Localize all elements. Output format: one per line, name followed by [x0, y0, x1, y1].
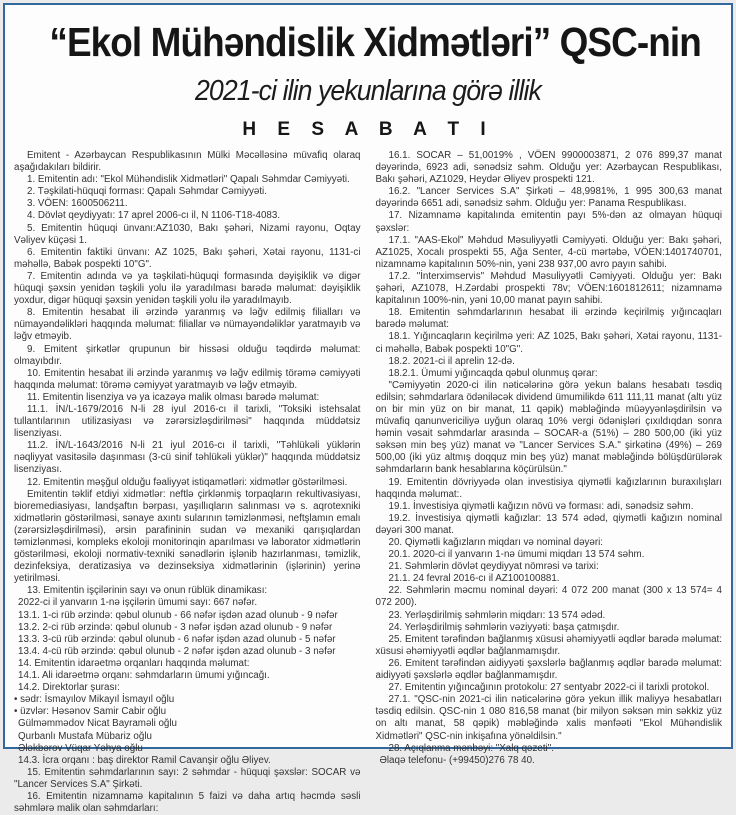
paragraph: 27.1. "QSC-nin 2021-ci ilin nəticələrinə görə yekun illik maliyyə hesabatları təsdiq edilsin. QSC-nin 1 080 816,58 manat (bir milyon səksən min səkkiz yüz on altı manat, 58 qəpik) məbləğində xalis mənfəəti "Ekol Mühəndislik Xidmətləri" QSC-nin inkişafına yönəldilsin." [375, 694, 722, 742]
report-heading: H E S A B A T I [242, 119, 494, 140]
paragraph: 18.2.1. Ümumi yığıncaqda qəbul olunmuş qərar: [388, 367, 598, 379]
paragraph: 19.1. İnvestisiya qiymətli kağızın növü və forması: adi, sənədsiz səhm. [388, 500, 694, 512]
paragraph: 2. Təşkilati-hüquqi forması: Qapalı Səhmdar Cəmiyyəti. [27, 186, 267, 198]
paragraph: 1. Emitentin adı: "Ekol Mühəndislik Xidmətləri" Qapalı Səhmdar Cəmiyyəti. [27, 174, 350, 186]
paragraph: 25. Emitent tərəfindən bağlanmış xüsusi əhəmiyyətli əqdlər barədə məlumat: xüsusi əhəmiyyətli əqdlər bağlanmamışdır. [375, 633, 722, 657]
paragraph: 13.3. 3-cü rüb ərzində: qəbul olunub - 6 nəfər işdən azad olunub - 5 nəfər [18, 633, 336, 645]
paragraph: 24. Yerləşdirilmiş səhmlərin vəziyyəti: başa çatmışdır. [388, 621, 620, 633]
right-column [376, 150, 723, 815]
paragraph: 7. Emitentin adında və ya təşkilati-hüquqi formasında dəyişiklik və digər hüquqi şəxsin yenidən təşkili yolu ilə yaradılması barədə məlumat: dəyişiklik yoxdur, digər hüquqi şəxsin yenidən təşkili yolu ilə yaradılmayıb. [14, 270, 361, 307]
paragraph: 11.2. İN/L-1643/2016 N-li 21 iyul 2016-cı il tarixli, "Təhlükəli yüklərin nəqliyyat vasitəsilə daşınması (3-cü sinif təhlükəli yüklər)" haqqında müddətsiz lisenziyası. [14, 440, 361, 476]
paragraph: 17.1. "AAS-Ekol" Məhdud Məsuliyyətli Cəmiyyəti. Olduğu yer: Bakı şəhəri, AZ1025, Xocalı prospekti 55, Ağa Senter, 4-cü mərtəbə, VÖEN:1401740701, nizamnamə kapitalının 50%-nin, yəni 238 937,00 avro payın sahibi. [375, 234, 722, 270]
paragraph: 14. Emitentin idarəetmə orqanları haqqında məlumat: [18, 657, 250, 669]
paragraph: 26. Emitent tərəfindən aidiyyəti şəxslərlə bağlanmış əqdlər barədə məlumat: aidiyyəti şəxslərlə əqdlər bağlanmamışdır. [375, 657, 722, 682]
two-column-body [14, 150, 722, 815]
paragraph: 18.2. 2021-ci il aprelin 12-də. [388, 355, 515, 367]
paragraph: 12. Emitentin məşğul olduğu fəaliyyət istiqamətləri: xidmətlər göstərilməsi. [27, 476, 348, 488]
document-frame [3, 3, 733, 815]
paragraph: Əlaqə telefonu- (+99450)276 78 40. [379, 754, 535, 766]
paragraph: 14.1. Ali idarəetmə orqanı: səhmdarların ümumi yığıncağı. [18, 670, 270, 682]
paragraph: 9. Emitent şirkətlər qrupunun bir hissəsi olduğu təqdirdə məlumat: olmayıbdır. [14, 343, 361, 367]
paragraph: 13.2. 2-ci rüb ərzində: qəbul olunub - 3 nəfər işdən azad olunub - 9 nəfər [18, 621, 333, 633]
paragraph: 8. Emitentin hesabat ili ərzində yaranmış və ləğv edilmiş filialları və nümayəndəlikləri haqqında məlumat: filiallar və nümayəndəliklər yaratmayıb və ləğv etməyib. [14, 307, 361, 343]
paragraph: 22. Səhmlərin məcmu nominal dəyəri: 4 072 200 manat (300 x 13 574= 4 072 200). [375, 585, 722, 609]
paragraph: • sədr: İsmayılov Mikayıl İsmayıl oğlu [14, 694, 175, 706]
paragraph: 5. Emitentin hüquqi ünvanı:AZ1030, Bakı şəhəri, Nizami rayonu, Oqtay Vəliyev küçəsi 1. [14, 222, 361, 246]
paragraph: Emitentin təklif etdiyi xidmətlər: neftlə çirklənmiş torpaqların rekultivasiyası, bioremediasiyası, landşaftın bərpası, yaşıllıqların salınması və s. aqrotexniki xidmətlərin göstərilməsi, sənaye axıntı sularının təmizlənməsi, neftşlamın emalı (zərərsizləşdirilməsi), ərsin parafininin sudan və mexaniki qarışıqlardan təmizlənməsi, kompleks ekoloji monitorinqin aparılması və laborator xidmətlərin göstərilməsi, ekoloji normativ-texniki sənədlərin işlənib hazırlanması, təmizlik, dezinfeksiya, deratizasiya və dezinseksiya xidmətlərinin (işlərinin) yerinə yetirilməsi. [14, 488, 361, 585]
paragraph: 28. Açıqlanma mənbəyi: "Xalq qəzeti". [388, 742, 554, 754]
paragraph: Emitent - Azərbaycan Respublikasının Mülki Məcəlləsinə müvafiq olaraq aşağıdakıları bildirir. [14, 150, 361, 174]
paragraph: 16.1. SOCAR – 51,0019% , VÖEN 9900003871, 2 076 899,37 manat dəyərində, 6923 adi, sənədsiz səhm. Olduğu yer: Azərbaycan Respublikası, Bakı şəhəri, AZ1029, Heydər Əliyev prospekti 121. [375, 150, 722, 186]
paragraph: 6. Emitentin faktiki ünvanı: AZ 1025, Bakı şəhəri, Xətai rayonu, 1131-ci məhəllə, Babək pospekti 10"G". [14, 246, 361, 270]
paragraph: Ələkbərov Vüqar Yəhya oğlu [18, 742, 143, 754]
paragraph: 18. Emitentin səhmdarlarının hesabat ili ərzində keçirilmiş yığıncaqları barədə məlumat: [375, 307, 722, 331]
paragraph: • üzvlər: Həsənov Samir Cabir oğlu [14, 706, 167, 718]
paragraph: 18.1. Yığıncaqların keçirilmə yeri: AZ 1025, Bakı şəhəri, Xətai rayonu, 1131-ci məhəllə, Babək pospekti 10"G". [375, 331, 722, 355]
paragraph: 14.2. Direktorlar şurası: [18, 682, 120, 694]
paragraph: 13.1. 1-ci rüb ərzində: qəbul olunub - 66 nəfər işdən azad olunub - 9 nəfər [18, 609, 338, 621]
paragraph: 20. Qiymətli kağızların miqdarı və nominal dəyəri: [388, 537, 604, 548]
report-title: “Ekol Mühəndislik Xidmətləri” QSC-nin [49, 19, 701, 65]
paragraph: 17. Nizamnamə kapitalında emitentin payı 5%-dən az olmayan hüquqi şəxslər: [375, 210, 722, 234]
paragraph: Qurbanlı Mustafa Mübariz oğlu [18, 730, 152, 742]
paragraph: 21. Səhmlərin dövlət qeydiyyat nömrəsi və tarixi: [388, 561, 599, 573]
report-header [14, 19, 722, 141]
paragraph: "Cəmiyyətin 2020-ci ilin nəticələrinə görə yekun balans hesabatı təsdiq edilsin; səhmdarlara ödəniləcək dividend ümumilikdə 611 111,11 manat (altı yüz on bir min yüz on bir manat, 11 qəpik) məbləğində müəyyənləşdirilsin və müvafiq qanunvericiliyə uyğun olaraq 10% vergi ödənişləri çıxıldıqdan sonra həmin vəsait səhmdarlar arasında – SOCAR-a (51%) – 280 500,00 (iki yüz səksən min beş yüz) manat və "Lancer Services S.A." şirkətinə (49%) – 269 500,00 (iki yüz altmış doqquz min beş yüz) manat məbləğində bölüşdürülərək səhmdarların bank hesablarına köçürülsün." [375, 379, 722, 476]
paragraph: 10. Emitentin hesabat ili ərzində yaranmış və ləğv edilmiş törəmə cəmiyyəti haqqında məlumat: törəmə cəmiyyət yaratmayıb və ləğv etməyib. [14, 367, 361, 391]
paragraph: 13. Emitentin işçilərinin sayı və onun rüblük dinamikası: [27, 585, 268, 597]
paragraph: 19. Emitentin dövriyyədə olan investisiya qiymətli kağızlarının buraxılışları haqqında məlumat:. [375, 476, 722, 500]
paragraph: 23. Yerləşdirilmiş səhmlərin miqdarı: 13 574 ədəd. [388, 609, 606, 621]
paragraph: 21.1. 24 fevral 2016-cı il AZ100100881. [388, 573, 560, 585]
paragraph: 11.1. İN/L-1679/2016 N-li 28 iyul 2016-cı il tarixli, "Toksiki istehsalat tullantılarının utilizasiyası və zərərsizləşdirilməsi" haqqında müddətsiz lisenziyası. [14, 403, 361, 440]
paragraph: Gülməmmədov Nicat Bayraməli oğlu [18, 718, 177, 730]
paragraph: 27. Emitentin yığıncağının protokolu: 27 sentyabr 2022-ci il tarixli protokol. [388, 682, 710, 694]
paragraph: 3. VÖEN: 1600506211. [27, 198, 128, 210]
paragraph: 14.3. İcra orqanı : baş direktor Ramil Cavanşir oğlu Əliyev. [18, 754, 271, 766]
paragraph: 15. Emitentin səhmdarlarının sayı: 2 səhmdar - hüquqi şəxslər: SOCAR və "Lancer Services S.A" Şirkəti. [14, 766, 361, 790]
paragraph: 11. Emitentin lisenziya və ya icazəyə malik olması barədə məlumat: [27, 391, 320, 403]
left-column [14, 150, 361, 815]
paragraph: 17.2. "İnterximservis" Məhdud Məsuliyyətli Cəmiyyəti. Olduğu yer: Bakı şəhəri, AZ1078, H.Zərdabi prospekti 78v; VÖEN:1601812611; nizamnamə kapitalının 100%-nin, yəni 10,00 manat payın sahibi. [375, 270, 722, 307]
paragraph: 2022-ci il yanvarın 1-nə işçilərin ümumi sayı: 667 nəfər. [18, 597, 258, 609]
paragraph: 16.2. "Lancer Services S.A" Şirkəti – 48,9981%, 1 995 300,63 manat dəyərində 6651 adi, sənədsiz səhm. Olduğu yer: Panama Respublikası. [375, 186, 722, 210]
report-subtitle: 2021-ci ilin yekunlarına görə illik [195, 75, 541, 107]
paragraph: 20.1. 2020-ci il yanvarın 1-nə ümumi miqdarı 13 574 səhm. [388, 549, 645, 561]
paragraph: 16. Emitentin nizamnamə kapitalının 5 faizi və daha artıq həcmdə səsli səhmlərə malik olan səhmdarları: [14, 790, 361, 815]
paragraph: 13.4. 4-cü rüb ərzində: qəbul olunub - 2 nəfər işdən azad olunub - 3 nəfər [18, 645, 336, 657]
paragraph: 4. Dövlət qeydiyyatı: 17 aprel 2006-cı il, N 1106-T18-4083. [27, 210, 281, 222]
paragraph: 19.2. İnvestisiya qiymətli kağızlar: 13 574 ədəd, qiymətli kağızın nominal dəyəri 300 manat. [375, 512, 722, 536]
